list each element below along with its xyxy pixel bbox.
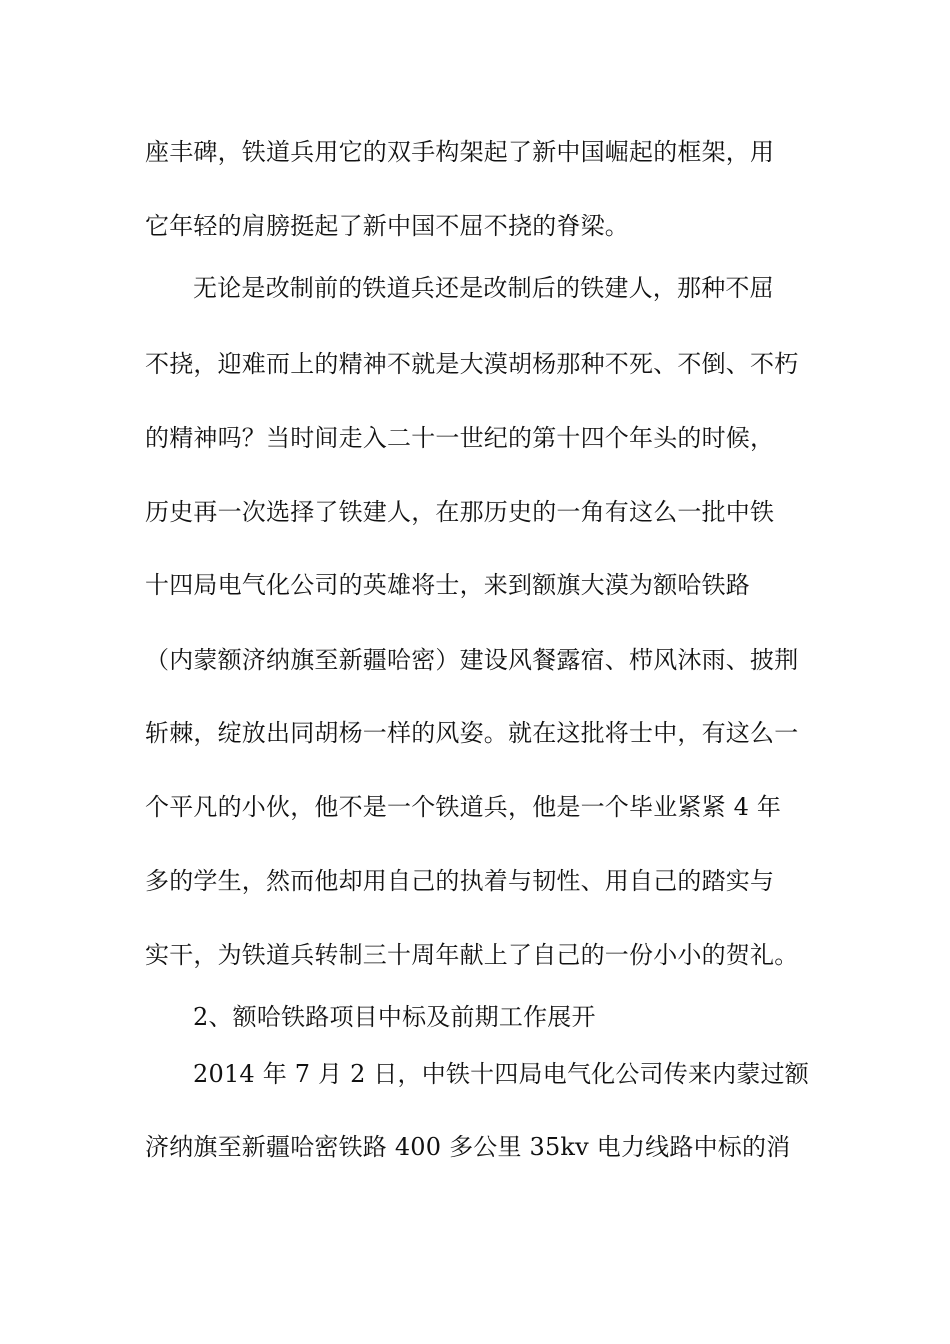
text-line: 不挠，迎难而上的精神不就是大漠胡杨那种不死、不倒、不朽	[145, 350, 799, 378]
text-line: 实干，为铁道兵转制三十周年献上了自己的一份小小的贺礼。	[145, 941, 799, 969]
text-line: 的精神吗？当时间走入二十一世纪的第十四个年头的时候，	[145, 424, 775, 452]
text-line: 多的学生，然而他却用自己的执着与韧性、用自己的踏实与	[145, 867, 775, 895]
paragraph-start-line: 无论是改制前的铁道兵还是改制后的铁建人，那种不屈	[193, 274, 774, 302]
text-line: 个平凡的小伙，他不是一个铁道兵，他是一个毕业紧紧 4 年	[145, 793, 782, 821]
paragraph-start-line: 2014 年 7 月 2 日，中铁十四局电气化公司传来内蒙过额	[193, 1060, 809, 1088]
section-heading: 2、额哈铁路项目中标及前期工作展开	[193, 1003, 596, 1031]
text-line: 十四局电气化公司的英雄将士，来到额旗大漠为额哈铁路	[145, 571, 750, 599]
text-line: 斩棘，绽放出同胡杨一样的风姿。就在这批将士中，有这么一	[145, 719, 799, 747]
text-line: 座丰碑，铁道兵用它的双手构架起了新中国崛起的框架，用	[145, 138, 775, 166]
text-line: （内蒙额济纳旗至新疆哈密）建设风餐露宿、栉风沐雨、披荆	[145, 646, 799, 674]
text-line: 历史再一次选择了铁建人，在那历史的一角有这么一批中铁	[145, 498, 775, 526]
text-line: 济纳旗至新疆哈密铁路 400 多公里 35kv 电力线路中标的消	[145, 1133, 791, 1161]
text-line: 它年轻的肩膀挺起了新中国不屈不挠的脊梁。	[145, 212, 629, 240]
